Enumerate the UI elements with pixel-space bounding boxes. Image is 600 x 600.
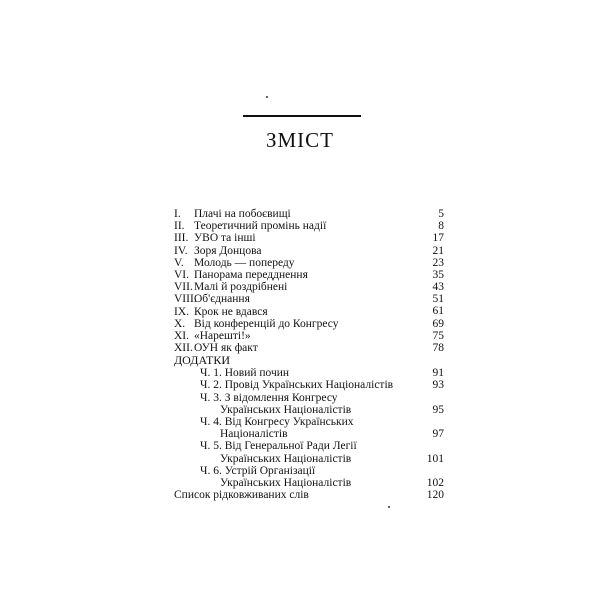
chapter-number: II. [174,220,185,233]
appendix-entry[interactable] [174,392,444,416]
toc-entry[interactable] [174,245,444,257]
toc-entry[interactable] [174,318,444,330]
chapter-title: Плачі на побоєвищі [194,208,291,220]
appendix-title-continued: Українських Націоналістів [220,403,352,416]
speck [388,506,390,508]
chapter-number: VI. [174,268,190,281]
appendix-entry[interactable] [174,367,444,379]
appendix-title-continued: Націоналістів [220,428,288,441]
glossary-page: 120 [426,489,444,502]
toc-entry[interactable] [174,306,444,318]
chapter-title: Теоретичний промінь надії [194,220,327,233]
chapter-title: Від конференцій до Конгресу [194,317,339,330]
appendix-entry[interactable] [174,416,444,440]
toc-entry[interactable] [174,208,444,220]
appendix-title-continued: Українських Націоналістів [220,476,352,489]
chapter-number: VIII. [174,293,197,306]
appendix-entry[interactable] [174,465,444,489]
page-title: ЗМІСТ [265,128,335,152]
chapter-number: IV. [174,244,188,257]
chapter-number: XII. [174,342,193,355]
chapter-title: Молодь — попереду [194,256,295,269]
chapter-page: 69 [432,317,444,330]
appendix-title: Ч. 6. Устрій Організації [200,464,316,477]
chapter-title: Панорама передднення [194,268,308,281]
chapter-number: V. [174,256,184,269]
chapter-number: III. [174,232,189,245]
chapter-page: 51 [432,293,444,306]
chapter-title: «Нарешті!» [194,329,251,342]
chapter-page: 21 [432,244,444,257]
appendix-title: Ч. 3. З відомлення Конгресу [200,391,338,404]
appendix-title: Ч. 2. Провід Українських Націоналістів [200,379,394,392]
appendix-list [174,367,444,489]
appendix-page: 97 [432,428,444,441]
chapter-title: Крок не вдався [194,305,268,318]
header-rule [243,115,361,117]
chapter-page: 43 [432,281,444,294]
chapter-number: I. [174,208,181,220]
appendix-title: Ч. 5. Від Генеральної Ради Легії [200,440,357,453]
appendix-heading: ДОДАТКИ [174,353,231,368]
chapter-title: Об'єднання [194,293,250,306]
appendix-title: Ч. 1. Новий почин [200,367,290,380]
toc-entry[interactable] [174,293,444,305]
appendix-page: 91 [432,367,444,380]
chapter-number: XI. [174,329,190,342]
chapter-page: 61 [432,305,444,318]
toc-entry[interactable] [174,257,444,269]
chapter-title: ОУН як факт [194,342,258,355]
chapter-page: 17 [432,232,444,245]
chapter-number: IX. [174,305,190,318]
appendix-entry[interactable] [174,440,444,464]
toc-entry[interactable] [174,232,444,244]
speck [266,96,268,98]
appendix-page: 95 [432,403,444,416]
chapter-page: 75 [432,329,444,342]
chapter-title: Малі й роздрібнені [194,281,288,294]
chapter-page: 23 [432,256,444,269]
chapter-page: 35 [432,268,444,281]
toc-entry[interactable] [174,220,444,232]
appendix-page: 101 [426,452,444,465]
chapter-number: X. [174,317,186,330]
appendix-page: 93 [432,379,444,392]
toc-entry[interactable] [174,269,444,281]
chapter-page: 8 [438,220,444,233]
toc-entry[interactable] [174,330,444,342]
chapter-title: Зоря Донцова [194,244,262,257]
chapter-title: УВО та інші [194,232,256,245]
appendix-title: Ч. 4. Від Конгресу Українських [200,416,354,429]
glossary-title: Список рідковживаних слів [174,489,309,502]
appendix-entry[interactable] [174,379,444,391]
appendix-page: 102 [426,476,444,489]
chapter-number: VII. [174,281,193,294]
chapter-page: 78 [432,342,444,355]
glossary-entry[interactable] [174,489,444,501]
chapter-page: 5 [438,207,444,220]
appendix-title-continued: Українських Націоналістів [220,452,352,465]
toc-entry[interactable] [174,281,444,293]
chapter-list [174,208,444,354]
table-of-contents [174,208,444,501]
